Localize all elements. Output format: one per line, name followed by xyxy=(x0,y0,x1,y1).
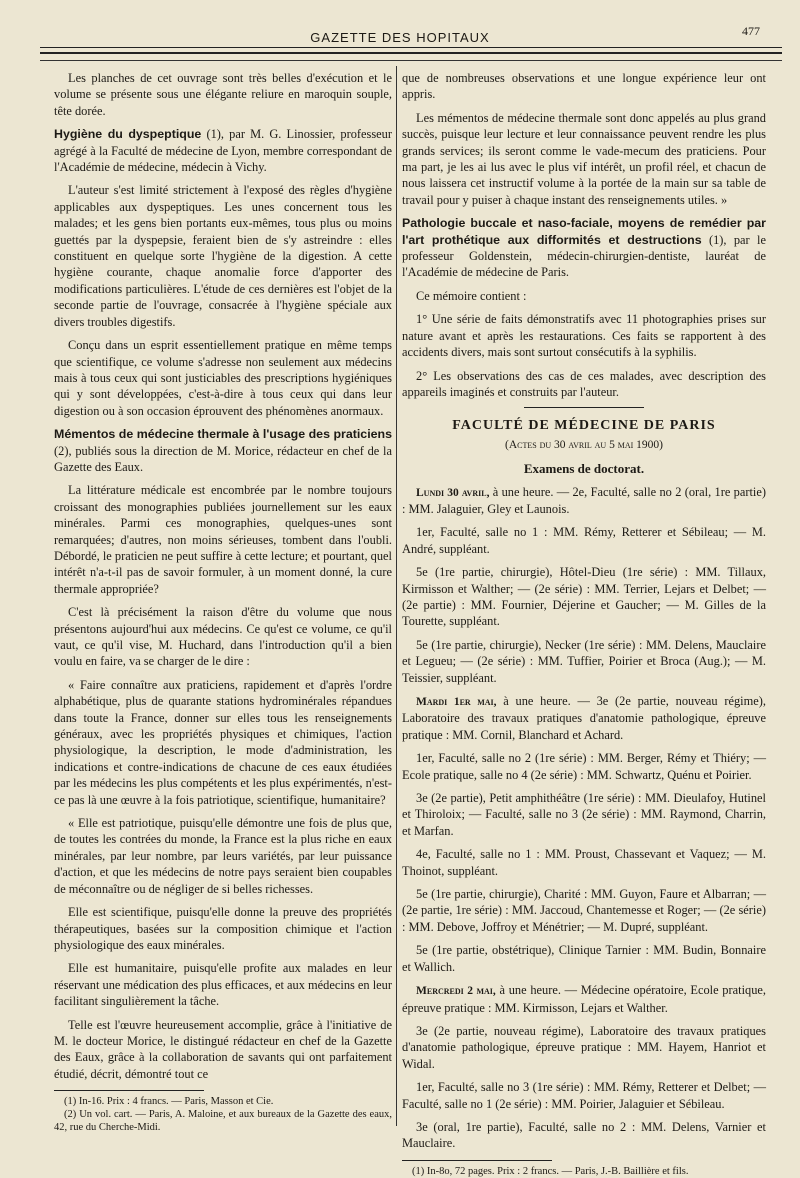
paragraph: Les planches de cet ouvrage sont très belles d'exécution et le volume se présente sous une élégante reliure en maroquin souple, tête dorée. xyxy=(54,71,392,118)
column-divider xyxy=(396,66,397,1126)
paragraph: Ce mémoire contient : xyxy=(416,288,527,303)
paragraph: Elle est scientifique, puisqu'elle donne la preuve des propriétés thérapeutiques, basées sur la composition chimique et l'action physiologique des eaux minérales. xyxy=(54,905,392,952)
exam-entry: 3e (2e partie), Petit amphithéâtre (1re série) : MM. Dieulafoy, Hutinel et Thiroloix; — Faculté, salle no 3 (2e série) : MM. Raymond, Charrin, et Marfan. xyxy=(402,791,766,838)
exam-text: à une heure. — 2e, Faculté, salle no 2 (oral, 1re partie) : MM. Jalaguier, Gley et Launois. xyxy=(402,484,767,516)
exam-entry: 1er, Faculté, salle no 3 (1re série) : MM. Rémy, Retterer et Delbet; — Faculté, salle no 1 (2e série) : MM. Poirier, Jalaguier et Sébileau. xyxy=(402,1080,766,1111)
review-byline: (1), par le professeur Goldenstein, médecin-chirurgien-dentiste, lauréat de l'Académie de médecine de Paris. xyxy=(402,232,766,280)
footnote-rule xyxy=(54,1090,204,1091)
review-heading xyxy=(54,126,392,175)
header-rule-lower xyxy=(40,60,782,61)
paragraph: que de nombreuses observations et une longue expérience leur ont appris. xyxy=(402,71,766,102)
header-rule xyxy=(40,47,782,48)
review-byline: (2), publiés sous la direction de M. Morice, rédacteur en chef de la Gazette des Eaux. xyxy=(54,443,392,474)
exam-entry: 1er, Faculté, salle no 2 (1re série) : MM. Berger, Rémy et Thiéry; — Ecole pratique, salle no 4 (2e série) : MM. Schwartz, Quénu et Poirier. xyxy=(402,751,766,782)
page-number: 477 xyxy=(742,24,760,38)
section-separator xyxy=(524,407,644,408)
exam-day: Mercredi 2 mai, xyxy=(416,985,496,998)
exam-entry: 1er, Faculté, salle no 1 : MM. Rémy, Retterer et Sébileau; — M. André, suppléant. xyxy=(402,525,766,556)
paragraph: Telle est l'œuvre heureusement accomplie, grâce à l'initiative de M. le docteur Morice, le distingué rédacteur en chef de la Gazette des Eaux, grâce à la collaboration de savants qui ont parfaitement étudié, décrit, démontré tout ce xyxy=(54,1017,392,1081)
exam-day: Lundi 30 avril, xyxy=(416,486,490,499)
paragraph: Conçu dans un esprit essentiellement pratique en même temps que scientifique, ce volume s'adresse non seulement aux médecins mais à tous ceux qui sont justiciables des prescriptions hygiéniques qui y sont développées, c'est-à-dire à tous ceux qui dans leur digestion ou à son occasion éprouvent des phénomènes anormaux. xyxy=(54,338,392,418)
review-title: Mémentos de médecine thermale à l'usage des praticiens xyxy=(54,427,392,442)
footnote: (2) Un vol. cart. — Paris, A. Maloine, et aux bureaux de la Gazette des eaux, 42, rue du Cherche-Midi. xyxy=(54,1109,392,1134)
header-rule-thick xyxy=(40,52,782,54)
paragraph: « Faire connaître aux praticiens, rapidement et d'après l'ordre alphabétique, plus de quarante stations hydrominérales répandues dans toute la France, donner sur elles tous les renseignements généraux, avec les propriétés physiques et chimiques, l'action physiologique, la description, le mode d'administration, les indications et contre-indications de chacune de ces eaux étudiées par les médecins les plus compétents et les plus expérimentés, n'est-ce pas là une œuvre à la fois patriotique, scientifique, humanitaire? xyxy=(54,677,392,807)
review-heading xyxy=(402,215,766,281)
review-title: Pathologie buccale et naso-faciale, moyens de remédier par l'art prothétique aux difformités et destructions xyxy=(402,216,766,247)
exam-entry: 5e (1re partie, obstétrique), Clinique Tarnier : MM. Budin, Bonnaire et Wallich. xyxy=(402,943,766,974)
paragraph: Elle est humanitaire, puisqu'elle profite aux malades en leur réservant une médication des plus efficaces, et aux médecins en leur facilitant singulièrement la tâche. xyxy=(54,961,392,1009)
exam-day: Mardi 1er mai, xyxy=(416,696,497,708)
exam-entry xyxy=(402,982,766,1016)
exam-entry: 3e (oral, 1re partie), Faculté, salle no 2 : MM. Delens, Varnier et Mauclaire. xyxy=(402,1119,766,1151)
exam-entry: 5e (1re partie, chirurgie), Charité : MM. Guyon, Faure et Albarran; — (2e partie, 1re série) : MM. Jaccoud, Chantemesse et Roger; — (2e série) : MM. Debove, Joffroy et Ménétrier; — M. Dupré, suppléant. xyxy=(402,887,766,934)
running-title: GAZETTE DES HOPITAUX xyxy=(310,30,490,45)
footnote-rule xyxy=(402,1160,552,1161)
paragraph: C'est là précisément la raison d'être du volume que nous présentons aujourd'hui aux médecins. Ce qu'est ce volume, ce qu'il vaut, ce qu'il vise, M. Huchard, dans l'introduction qu'il a bien voulu en faire, va se charger de le dire : xyxy=(54,605,392,669)
faculty-subtitle: (Actes du 30 avril au 5 mai 1900) xyxy=(505,438,663,451)
exam-title: Examens de doctorat. xyxy=(523,461,645,477)
exam-entry xyxy=(402,693,766,743)
right-column xyxy=(402,70,767,1177)
exam-text: à une heure. — 3e (2e partie, nouveau régime), Laboratoire des travaux pratiques d'anatomie pathologique, épreuve pratique : MM. Cornil, Blanchard et Achard. xyxy=(402,694,766,742)
exam-entry: 5e (1re partie, chirurgie), Necker (1re série) : MM. Delens, Mauclaire et Legueu; — (2e série) : MM. Tuffier, Poirier et Broca (Aug.); — M. Teissier, suppléant. xyxy=(402,637,766,685)
paragraph: 2° Les observations des cas de ces malades, avec description des appareils imaginés et construits par l'auteur. xyxy=(402,368,766,399)
exam-entry: 4e, Faculté, salle no 1 : MM. Proust, Chassevant et Vaquez; — M. Thoinot, suppléant. xyxy=(402,847,766,878)
exam-text: à une heure. — Médecine opératoire, Ecole pratique, épreuve pratique : MM. Kirmisson, Lejars et Walther. xyxy=(402,983,766,1015)
paragraph: La littérature médicale est encombrée par le nombre toujours croissant des monographies publiées journellement sur les eaux minérales. Parmi ces monographies, quelques-unes sont remarquées; d'autres, non moins sérieuses, tombent dans l'oubli. Débordé, le praticien ne peut suffire à cette lecture; et pourtant, quel intérêt n'a-t-il pas de savoir formuler, à un moment donné, la cure thermale appropriée? xyxy=(54,483,392,596)
paragraph: L'auteur s'est limité strictement à l'exposé des règles d'hygiène applicables aux dyspeptiques. Les unes concernent tous les malades; et les gens bien portants eux-mêmes, tous plus ou moins guettés par la dyspepsie, feraient bien de s'y astreindre : elles constituent en quelque sorte l'hygiène de la digestion. A cette hygiène courante, chaque anomalie force d'apporter des modifications particulières. L'étude de ces dernières est l'objet de la seconde partie de l'ouvrage, consacrée à l'hygiène spéciale aux divers troubles digestifs. xyxy=(54,183,392,329)
left-column xyxy=(54,70,393,1134)
exam-entry: 3e (2e partie, nouveau régime), Laboratoire des travaux pratiques d'anatomie pathologique, épreuve pratique : MM. Hayem, Hanriot et Widal. xyxy=(402,1023,766,1071)
paragraph: « Elle est patriotique, puisqu'elle démontre une fois de plus que, de toutes les contrées du monde, la France est la plus riche en eaux minérales, par leur nombre, par leurs variétés, par leur puissance d'action, et que les médecins de notre pays seraient bien coupables de méconnaître ou de négliger de si belles richesses. xyxy=(54,816,392,896)
review-heading xyxy=(54,426,392,475)
footnote: (1) In-16. Prix : 4 francs. — Paris, Masson et Cie. xyxy=(64,1096,274,1108)
paragraph: 1° Une série de faits démonstratifs avec 11 photographies prises sur nature avant et après les restaurations. Ces faits se rapportent à des accidents divers, mais sont surtout consécutifs à la syphilis. xyxy=(402,312,766,360)
faculty-title: FACULTÉ DE MÉDECINE DE PARIS xyxy=(452,418,716,434)
exam-entry xyxy=(402,484,766,518)
paragraph: Les mémentos de médecine thermale sont donc appelés au plus grand succès, puisque leur lecture et leur connaissance peuvent rendre les plus grands services; ils seront comme le vade-mecum des praticiens. Pour ma part, je les ai lus avec le plus vif intérêt, un profil réel, et chacun de nous laissera cet instructif volume à la portée de la main sur sa table de travail pour y puiser à chaque instant des renseignements utiles. » xyxy=(402,110,766,207)
review-byline: (1), par M. G. Linossier, professeur agrégé à la Faculté de médecine de Lyon, membre correspondant de l'Académie de médecine, médecin à Vichy. xyxy=(54,127,393,175)
exam-entry: 5e (1re partie, chirurgie), Hôtel-Dieu (1re série) : MM. Tillaux, Kirmisson et Walther; — (2e série) : MM. Terrier, Lejars et Delbet; — (2e partie) : MM. Fournier, Déjerine et Gaucher; — M. Gilles de la Tourette, suppléant. xyxy=(402,565,766,629)
footnote: (1) In-8o, 72 pages. Prix : 2 francs. — Paris, J.-B. Baillière et fils. xyxy=(412,1165,689,1177)
review-title: Hygiène du dyspeptique xyxy=(54,127,202,142)
